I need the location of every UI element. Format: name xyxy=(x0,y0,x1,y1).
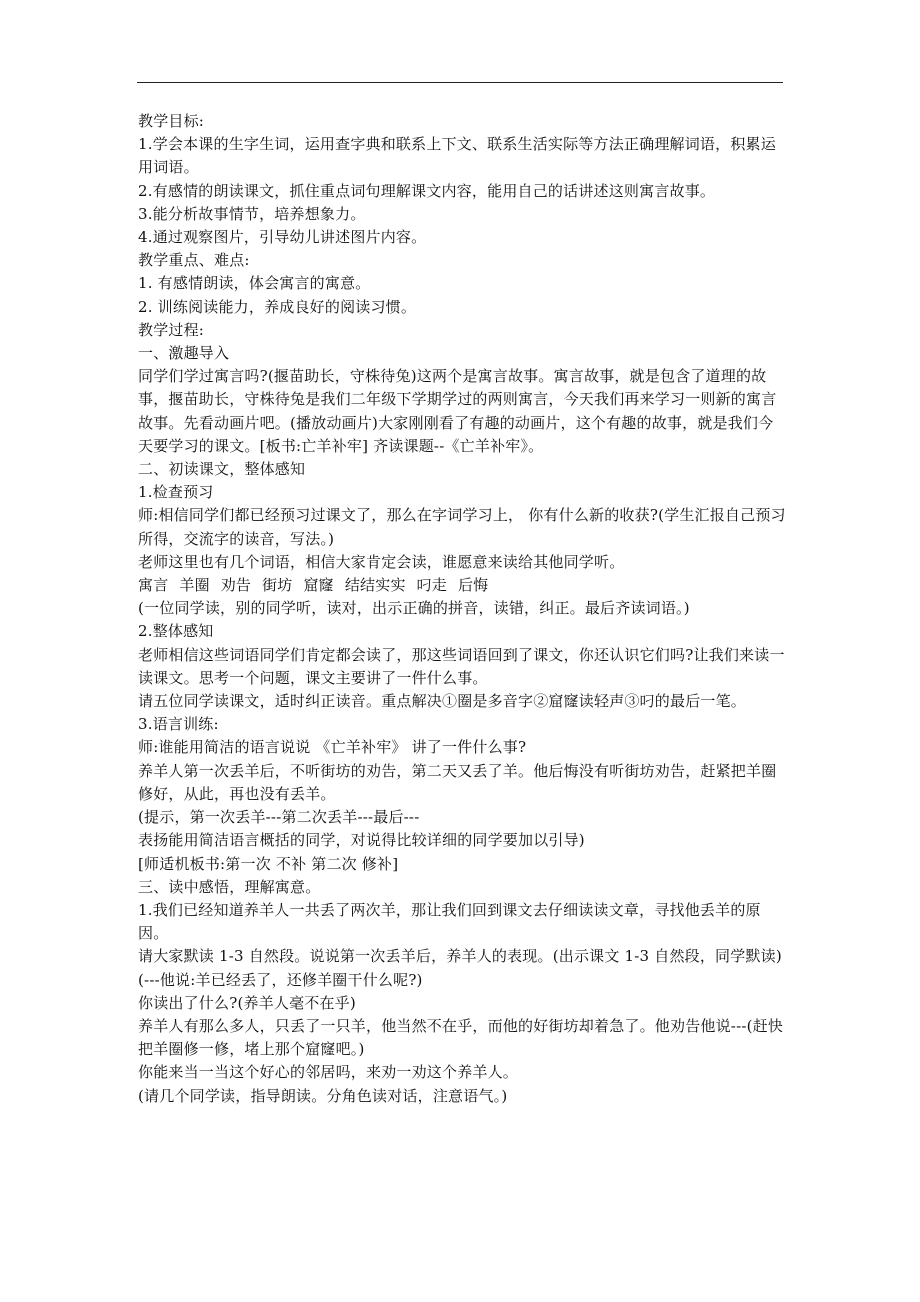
section-1-paragraph: 同学们学过寓言吗?(揠苗助长，守株待兔)这两个是寓言故事。寓言故事，就是包含了道理的故事，揠苗助长，守株待兔是我们二年级下学期学过的两则寓言，今天我们再来学习一则新的寓言故事。先看动画片吧。(播放动画片)大家刚刚看了有趣的动画片，这个有趣的故事，就是我们今天要学习的课文。[板书:亡羊补牢] 齐读课题--《亡羊补牢》。 xyxy=(138,367,777,455)
objective-2: 2.有感情的朗读课文，抓住重点词句理解课文内容，能用自己的话讲述这则寓言故事。 xyxy=(138,181,716,200)
board-note: [师适机板书:第一次 不补 第二次 修补] xyxy=(138,854,399,873)
overall-perception-paragraph: 老师相信这些词语同学们肯定都会读了，那这些词语回到了课文，你还认识它们吗?让我们来读一读课文。思考一个问题，课文主要讲了一件什么事。 xyxy=(138,645,785,687)
key-point-2: 2. 训练阅读能力，养成良好的阅读习惯。 xyxy=(138,297,417,316)
heading-objectives: 教学目标: xyxy=(138,112,205,130)
teacher-question-summary: 师:谁能用简洁的语言说说 《亡羊补牢》 讲了一件什么事? xyxy=(138,738,527,757)
subsection-preview-check: 1.检查预习 xyxy=(138,483,214,502)
section-3-intro: 1.我们已经知道养羊人一共丢了两次羊，那让我们回到课文去仔细读读文章，寻找他丢羊的原因。 xyxy=(138,900,761,943)
teacher-question-preview: 师:相信同学们都已经预习过课文了，那么在字词学习上， 你有什么新的收获?(学生汇报自己预习所得，交流字的读音，写法。) xyxy=(138,506,786,548)
header-rule xyxy=(137,82,783,83)
quote-shepherd: (---他说:羊已经丢了，还修羊圈干什么呢?) xyxy=(138,970,423,989)
objective-4: 4.通过观察图片，引导幼儿讲述图片内容。 xyxy=(138,228,427,247)
praise-note: 表扬能用简洁语言概括的同学，对说得比较详细的同学要加以引导) xyxy=(138,831,585,850)
heading-key-points: 教学重点、难点: xyxy=(138,251,250,270)
section-3-title: 三、读中感悟，理解寓意。 xyxy=(138,877,321,896)
silent-reading-instruction: 请大家默读 1-3 自然段。说说第一次丢羊后，养羊人的表现。(出示课文 1-3 自然段，同学默读) xyxy=(138,947,782,966)
neighbor-advice-paragraph: 养羊人有那么多人，只丢了一只羊，他当然不在乎，而他的好街坊却着急了。他劝告他说---(赶快把羊圈修一修，堵上那个窟窿吧。) xyxy=(138,1016,784,1059)
subsection-language-training: 3.语言训练: xyxy=(138,715,219,734)
reading-correction-note: 请五位同学读课文，适时纠正读音。重点解决①圈是多音字②窟窿读轻声③叼的最后一笔。 xyxy=(138,692,747,711)
question-what-read: 你读出了什么?(养羊人毫不在乎) xyxy=(138,993,356,1012)
section-1-title: 一、激趣导入 xyxy=(138,344,230,363)
objective-3: 3.能分析故事情节，培养想象力。 xyxy=(138,204,366,223)
role-play-prompt: 你能来当一当这个好心的邻居吗，来劝一劝这个养羊人。 xyxy=(138,1063,519,1082)
section-2-title: 二、初读课文，整体感知 xyxy=(138,460,306,479)
teacher-vocab-intro: 老师这里也有几个词语，相信大家肯定会读，谁愿意来读给其他同学听。 xyxy=(138,552,625,571)
heading-process: 教学过程: xyxy=(138,320,205,339)
lesson-plan-body xyxy=(138,110,788,1108)
vocabulary-list: 寓言 羊圈 劝告 街坊 窟窿 结结实实 叼走 后悔 xyxy=(138,576,489,595)
story-summary: 养羊人第一次丢羊后，不听街坊的劝告，第二天又丢了羊。他后悔没有听街坊劝告，赶紧把羊圈修好，从此，再也没有丢羊。 xyxy=(138,761,777,803)
objective-1: 1.学会本课的生字生词，运用查字典和联系上下文、联系生活实际等方法正确理解词语，积累运用词语。 xyxy=(138,135,776,177)
hint-line: (提示，第一次丢羊---第二次丢羊---最后--- xyxy=(138,808,420,827)
vocab-reading-note: (一位同学读，别的同学听，读对，出示正确的拼音，读错，纠正。最后齐读词语。) xyxy=(138,599,690,618)
reading-guidance-note: (请几个同学读，指导朗读。分角色读对话，注意语气。) xyxy=(138,1086,508,1105)
subsection-overall-perception: 2.整体感知 xyxy=(138,622,214,641)
key-point-1: 1. 有感情朗读，体会寓言的寓意。 xyxy=(138,274,371,293)
